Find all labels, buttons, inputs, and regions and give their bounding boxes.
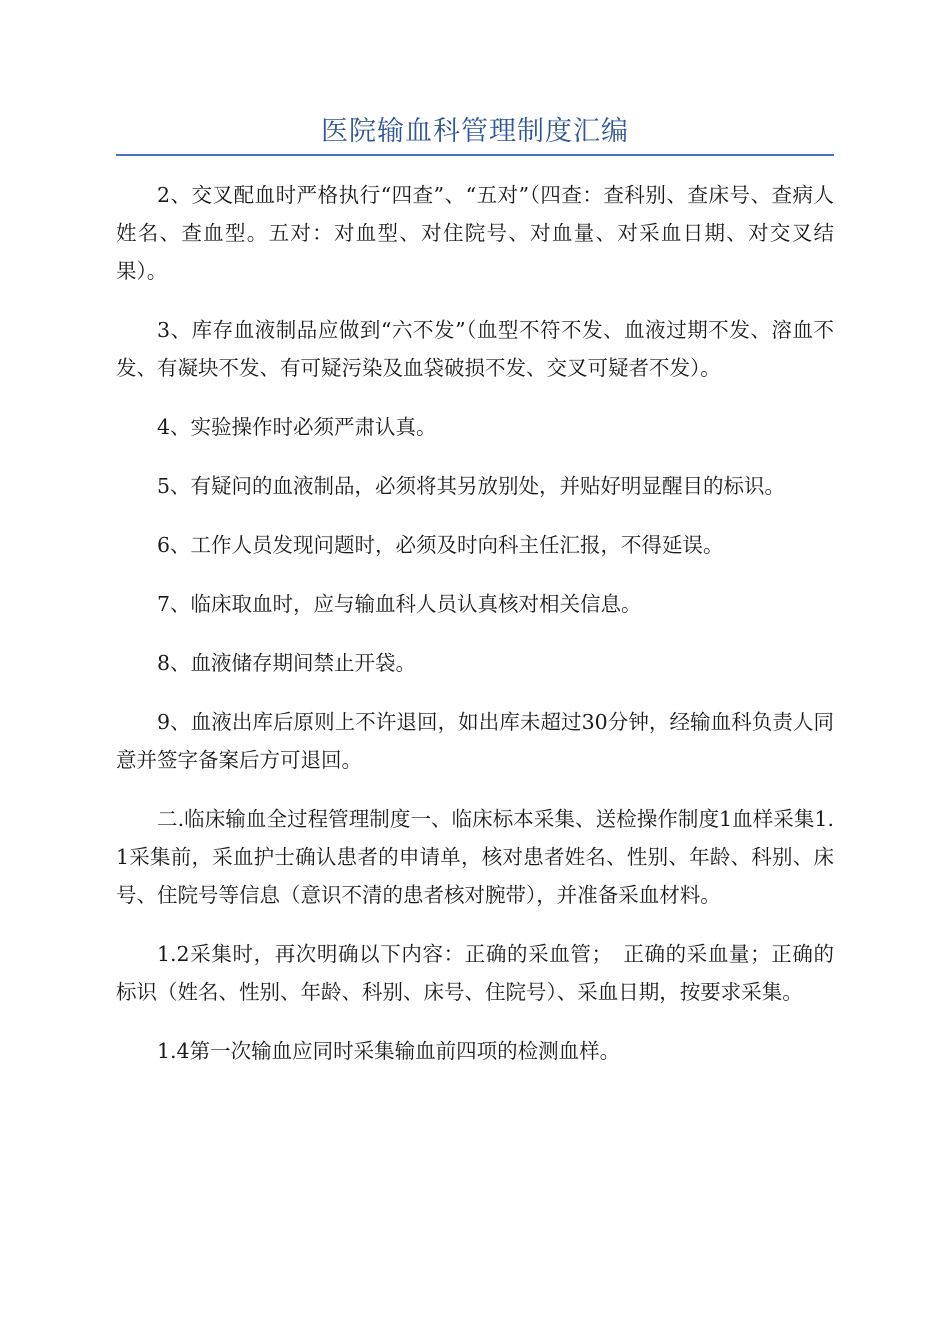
paragraph-questionable-products: 5、有疑问的血液制品，必须将其另放别处，并贴好明显醒目的标识。	[157, 474, 786, 498]
paragraph-collection-requirements: 1.2采集时，再次明确以下内容：正确的采血管； 正确的采血量；正确的标识（姓名、性别、年龄、科别、床号、住院号）、采血日期，按要求采集。	[116, 942, 834, 1004]
title-underline	[116, 154, 834, 156]
paragraph-first-transfusion-sample: 1.4第一次输血应同时采集输血前四项的检测血样。	[157, 1039, 621, 1063]
paragraph-no-bag-opening: 8、血液储存期间禁止开袋。	[157, 651, 417, 675]
paragraph-blood-collection-check: 7、临床取血时，应与输血科人员认真核对相关信息。	[157, 592, 642, 616]
paragraph-report-problems: 6、工作人员发现问题时，必须及时向科主任汇报，不得延误。	[157, 533, 724, 557]
paragraph-no-returns: 9、血液出库后原则上不许退回，如出库未超过30分钟，经输血科负责人同意并签字备案后方可退回。	[116, 710, 834, 772]
paragraph-lab-operation: 4、实验操作时必须严肃认真。	[157, 415, 437, 439]
paragraph-six-no-release: 3、库存血液制品应做到“六不发”（血型不符不发、血液过期不发、溶血不发、有凝块不发、有可疑污染及血袋破损不发、交叉可疑者不发）。	[116, 318, 834, 380]
paragraph-transfusion-process: 二.临床输血全过程管理制度一、临床标本采集、送检操作制度1血样采集1.1采集前，采血护士确认患者的申请单，核对患者姓名、性别、年龄、科别、床号、住院号等信息（意识不清的患者核对腕带），并准备采血材料。	[116, 807, 834, 907]
paragraph-cross-matching: 2、交叉配血时严格执行“四查”、“五对”（四查：查科别、查床号、查病人姓名、查血型。五对：对血型、对住院号、对血量、对采血日期、对交叉结果）。	[116, 183, 834, 283]
document-title: 医院输血科管理制度汇编	[321, 116, 629, 147]
document-body	[116, 176, 834, 1091]
